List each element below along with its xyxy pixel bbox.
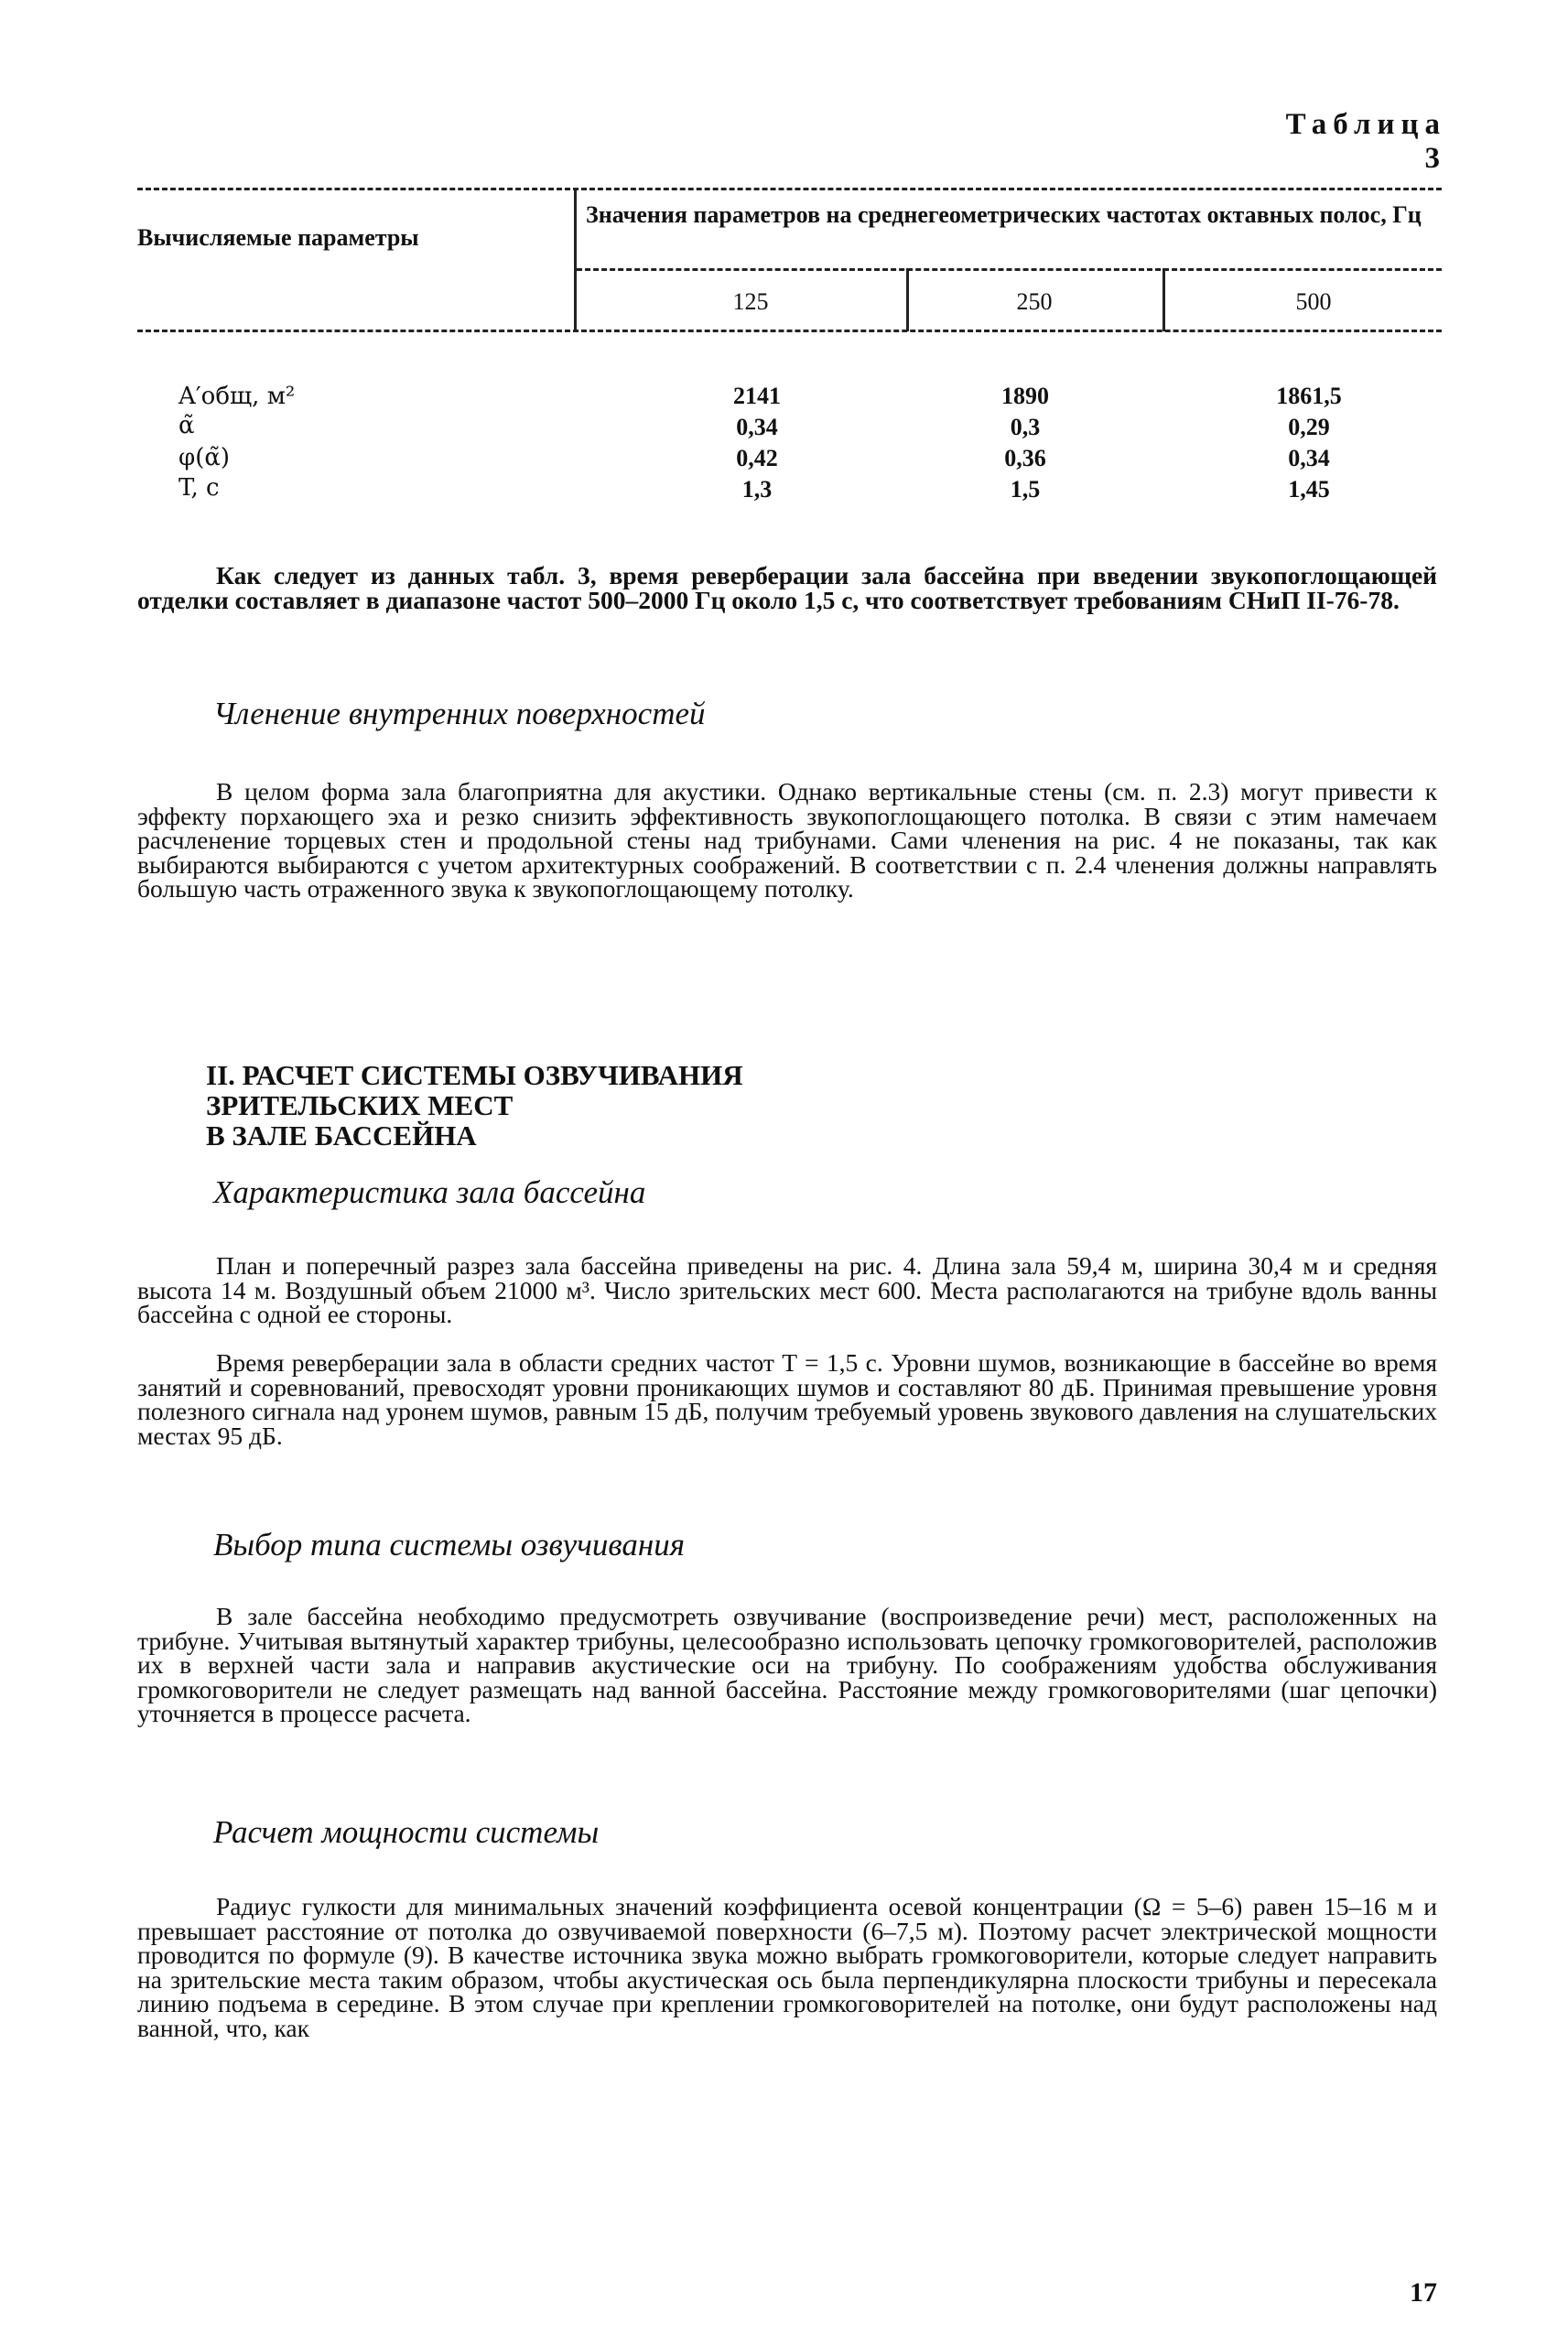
- row-label-area: A′общ, м²: [178, 383, 296, 410]
- paragraph-5: В зале бассейна необходимо предусмотреть озвучивание (воспроизведение речи) мест, расположенных на трибуне. Учитывая вытянутый характер трибуны, целесообразно использовать цепочку громкоговорителей, расположив их в верхней части зала и направив акустические оси на трибуну. По соображениям удобства обслуживания громкоговорители не следует размещать над ванной бассейна. Расстояние между громкоговорителями (шаг цепочки) уточняется в процессе расчета.: [137, 1602, 1437, 1727]
- cell-alpha-500: 0,29: [1288, 414, 1330, 440]
- heading-power-calculation: Расчет мощности системы: [213, 1814, 600, 1850]
- cell-area-250: 1890: [1001, 383, 1049, 409]
- table-top-rule: [137, 188, 1442, 190]
- table-header-bottom-rule: [137, 330, 1442, 332]
- cell-alpha-250: 0,3: [1010, 414, 1041, 440]
- table-header-params: Вычисляемые параметры: [137, 224, 419, 251]
- paragraph-6: Радиус гулкости для минимальных значений коэффициента осевой концентрации (Ω = 5–6) равен 15–16 м и превышает расстояние от потолка до озвучиваемой поверхности (6–7,5 м). Поэтому расчет электрической мощности проводится по формуле (9). В качестве источника звука можно выбрать громкоговорители, которые следует направить на зрительские места таким образом, чтобы акустическая ось была перпендикулярна плоскости трибуны и пересекала линию подъема в середине. В этом случае при креплении громкоговорителей на потолке, они будут расположены над ванной, что, как: [137, 1892, 1437, 2042]
- cell-t-250: 1,5: [1010, 476, 1041, 503]
- row-label-phi: φ(α̃): [178, 444, 231, 471]
- section-title-line-2: ЗРИТЕЛЬСКИХ МЕСТ: [206, 1089, 514, 1121]
- table-header-values: Значения параметров на среднегеометрических частотах октавных полос, Гц: [586, 201, 1422, 228]
- freq-500: 500: [1295, 288, 1332, 315]
- paragraph-3: План и поперечный разрез зала бассейна приведены на рис. 4. Длина зала 59,4 м, ширина 30,4 м и средняя высота 14 м. Воздушный объем 21000 м³. Число зрительских мест 600. Места располагаются на трибуне вдоль ванны бассейна с одной ее стороны.: [137, 1251, 1437, 1328]
- cell-alpha-125: 0,34: [736, 414, 778, 440]
- paragraph-4: Время реверберации зала в области средних частот T = 1,5 с. Уровни шумов, возникающие в бассейне во время занятий и соревнований, превосходят уровни проникающих шумов и составляют 80 дБ. Принимая превышение уровня полезного сигнала над уронем шумов, равным 15 дБ, получим требуемый уровень звукового давления на слушательских местах 95 дБ.: [137, 1348, 1437, 1450]
- table-label: Таблица 3: [1285, 108, 1446, 175]
- freq-125: 125: [732, 288, 769, 315]
- table-subheader-rule: [577, 268, 1442, 271]
- section-title-line-3: В ЗАЛЕ БАССЕЙНА: [206, 1119, 477, 1152]
- heading-division: Членение внутренних поверхностей: [213, 696, 706, 731]
- table-divider-main: [574, 188, 577, 331]
- paragraph-1: Как следует из данных табл. 3, время реверберации зала бассейна при введении звукопоглощающей отделки составляет в диапазоне частот 500–2000 Гц около 1,5 с, что соответствует требованиям СНиП II-76-78.: [137, 561, 1437, 614]
- heading-system-type: Выбор типа системы озвучивания: [213, 1527, 686, 1563]
- section-title: [206, 1060, 1121, 1151]
- cell-area-500: 1861,5: [1276, 383, 1342, 409]
- page-number: 17: [1410, 2277, 1437, 2308]
- cell-area-125: 2141: [733, 383, 781, 409]
- row-label-alpha: α̃: [178, 412, 195, 439]
- cell-t-125: 1,3: [741, 476, 773, 503]
- cell-phi-125: 0,42: [736, 445, 778, 471]
- heading-hall-characteristic: Характеристика зала бассейна: [213, 1174, 646, 1210]
- cell-t-500: 1,45: [1288, 476, 1330, 503]
- row-label-t: T, с: [178, 474, 220, 502]
- paragraph-2: В целом форма зала благоприятна для акустики. Однако вертикальные стены (см. п. 2.3) могут привести к эффекту порхающего эха и резко снизить эффективность звукопоглощающего потолка. В связи с этим намечаем расчленение торцевых стен и продольной стены над трибунами. Сами членения на рис. 4 не показаны, так как выбираются выбираются с учетом архитектурных соображений. В соответствии с п. 2.4 членения должны направлять большую часть отраженного звука к звукопоглощающему потолку.: [137, 777, 1437, 903]
- section-title-line-1: II. РАСЧЕТ СИСТЕМЫ ОЗВУЧИВАНИЯ: [206, 1059, 743, 1091]
- cell-phi-250: 0,36: [1004, 445, 1046, 471]
- cell-phi-500: 0,34: [1288, 445, 1330, 471]
- freq-250: 250: [1016, 288, 1053, 315]
